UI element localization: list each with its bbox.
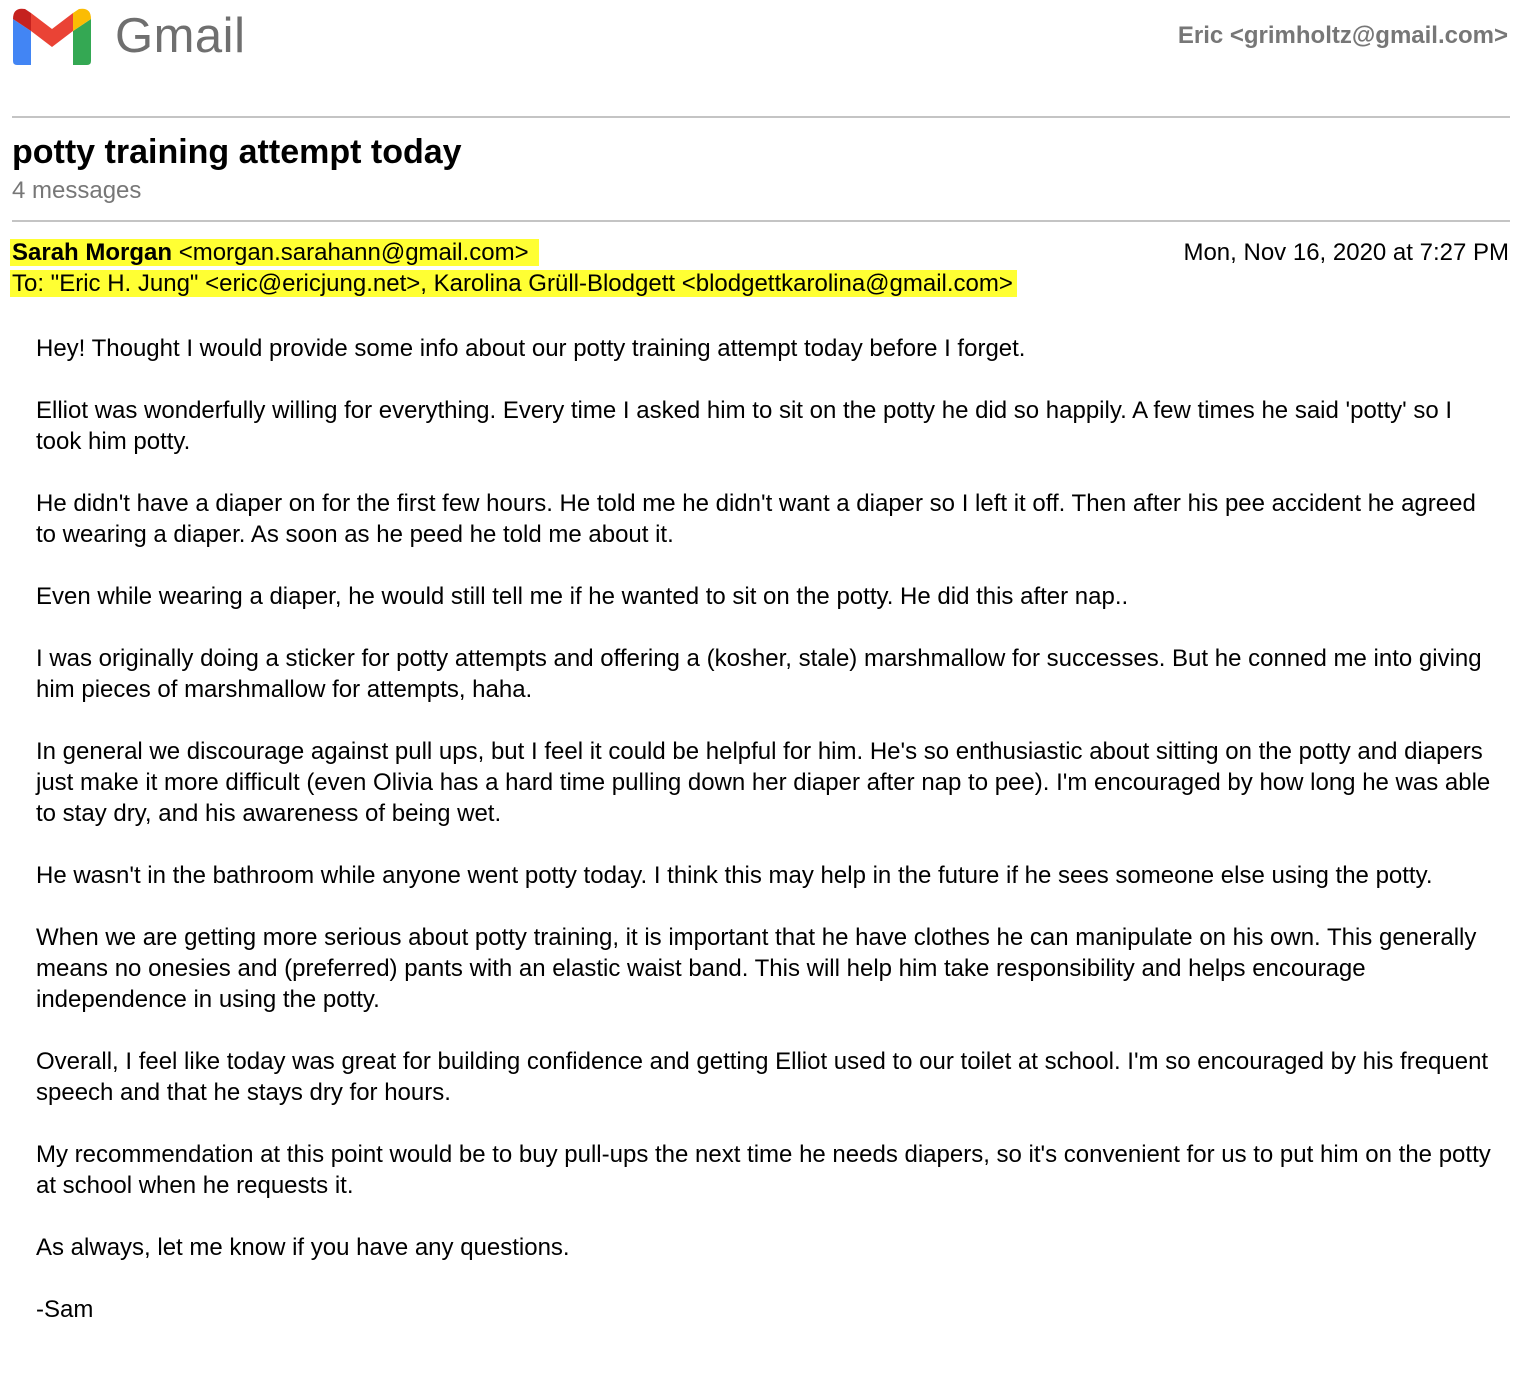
account-label: Eric <grimholtz@gmail.com> (1177, 22, 1508, 49)
sender-email: <morgan.sarahann@gmail.com> (178, 239, 529, 266)
message-body (36, 333, 1496, 1356)
recipients-line (10, 269, 1017, 299)
body-paragraph: He didn't have a diaper on for the first few hours. He told me he didn't want a diaper so I left it off. Then after his pee accident he agreed to wearing a diaper. As soon as he peed he told me about it. (36, 490, 1476, 548)
body-paragraph: Even while wearing a diaper, he would still tell me if he wanted to sit on the potty. He did this after nap.. (36, 583, 1129, 610)
message-date: Mon, Nov 16, 2020 at 7:27 PM (1183, 239, 1509, 266)
subject-divider (12, 220, 1510, 222)
sender-highlight (10, 239, 539, 266)
gmail-wordmark: Gmail (115, 9, 246, 63)
recipients: To: "Eric H. Jung" <eric@ericjung.net>, Karolina Grüll-Blodgett <blodgettkarolina@gmail.com> (10, 270, 1017, 297)
body-paragraph: Overall, I feel like today was great for building confidence and getting Elliot used to our toilet at school. I'm so encouraged by his frequent speech and that he stays dry for hours. (36, 1048, 1489, 1106)
sender-name: Sarah Morgan (12, 239, 173, 266)
body-paragraph: When we are getting more serious about potty training, it is important that he have clothes he can manipulate on his own. This generally means no onesies and (preferred) pants with an elastic waist band. This will help him take responsibility and helps encourage independence in using the potty. (36, 924, 1477, 1013)
gmail-logo[interactable] (11, 4, 245, 68)
body-paragraph: Elliot was wonderfully willing for everything. Every time I asked him to sit on the potty he did so happily. A few times he said 'potty' so I took him potty. (36, 397, 1453, 455)
body-paragraph: My recommendation at this point would be to buy pull-ups the next time he needs diapers, so it's convenient for us to put him on the potty at school when he requests it. (36, 1141, 1491, 1199)
body-paragraph: As always, let me know if you have any questions. (36, 1234, 570, 1261)
thread-subject: potty training attempt today (12, 133, 462, 171)
body-paragraph: Hey! Thought I would provide some info about our potty training attempt today before I forget. (36, 335, 1026, 362)
gmail-m-icon (11, 5, 93, 67)
message-count: 4 messages (12, 177, 142, 204)
signature: -Sam (36, 1296, 94, 1323)
body-paragraph: In general we discourage against pull ups, but I feel it could be helpful for him. He's so enthusiastic about sitting on the potty and diapers just make it more difficult (even Olivia has a hard time pulling down her diaper after nap to pee). I'm encouraged by how long he was able to stay dry, and his awareness of being wet. (36, 738, 1491, 827)
body-paragraph: He wasn't in the bathroom while anyone went potty today. I think this may help in the future if he sees someone else using the potty. (36, 862, 1433, 889)
header-divider (12, 116, 1510, 118)
sender-line (10, 238, 539, 268)
body-paragraph: I was originally doing a sticker for potty attempts and offering a (kosher, stale) marshmallow for successes. But he conned me into giving him pieces of marshmallow for attempts, haha. (36, 645, 1482, 703)
gmail-header (0, 0, 1522, 80)
